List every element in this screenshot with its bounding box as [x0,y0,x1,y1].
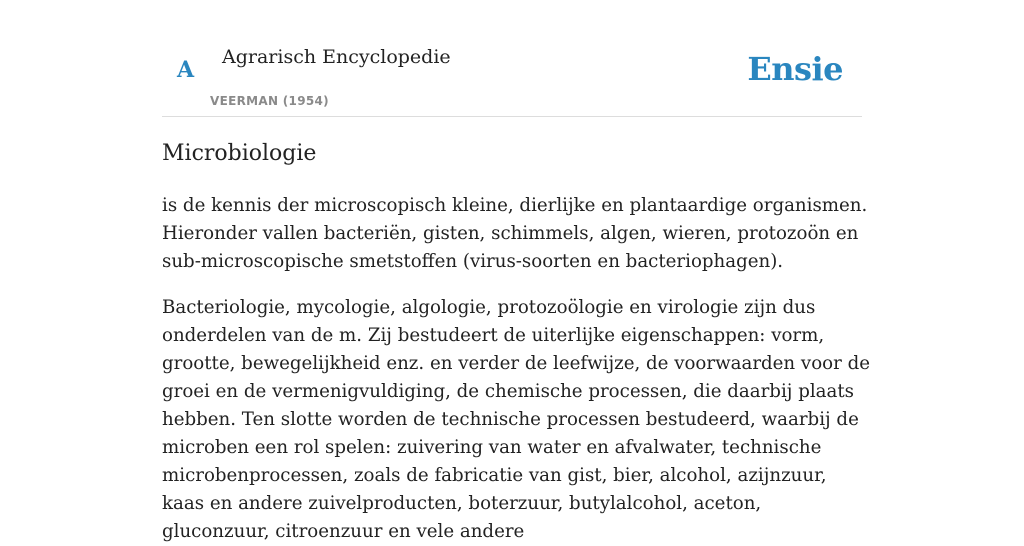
entry-title: Microbiologie [162,141,317,166]
ensie-logo-link[interactable]: Ensie [747,50,843,88]
page-header [162,0,862,117]
encyclopedia-title-link[interactable]: Agrarisch Encyclopedie [222,46,451,68]
entry-content [162,136,870,546]
entry-paragraph: is de kennis der microscopisch kleine, dierlijke en plantaardige organismen. Hieronder vallen bacteriën, gisten, schimmels, algen, wieren, protozoön en sub-microscopische smetstoffen (virus-soorten en bacteriophagen). [162,195,868,272]
letter-index-link[interactable]: A [177,57,195,83]
source-label: VEERMAN (1954) [210,94,329,108]
entry-paragraph: Bacteriologie, mycologie, algologie, protozoölogie en virologie zijn dus onderdelen van de m. Zij bestudeert de uiterlijke eigenschappen: vorm, grootte, bewegelijkheid enz. en verder de leefwijze, de voorwaarden voor de groei en de vermenigvuldiging, de chemische processen, die daarbij plaats hebben. Ten slotte worden de technische processen bestudeerd, waarbij de microben een rol spelen: zuivering van water en afvalwater, technische microbenprocessen, zoals de fabricatie van gist, bier, alcohol, azijnzuur, kaas en andere zuivelproducten, boterzuur, butylalcohol, aceton, gluconzuur, citroenzuur en vele andere [162,297,870,542]
